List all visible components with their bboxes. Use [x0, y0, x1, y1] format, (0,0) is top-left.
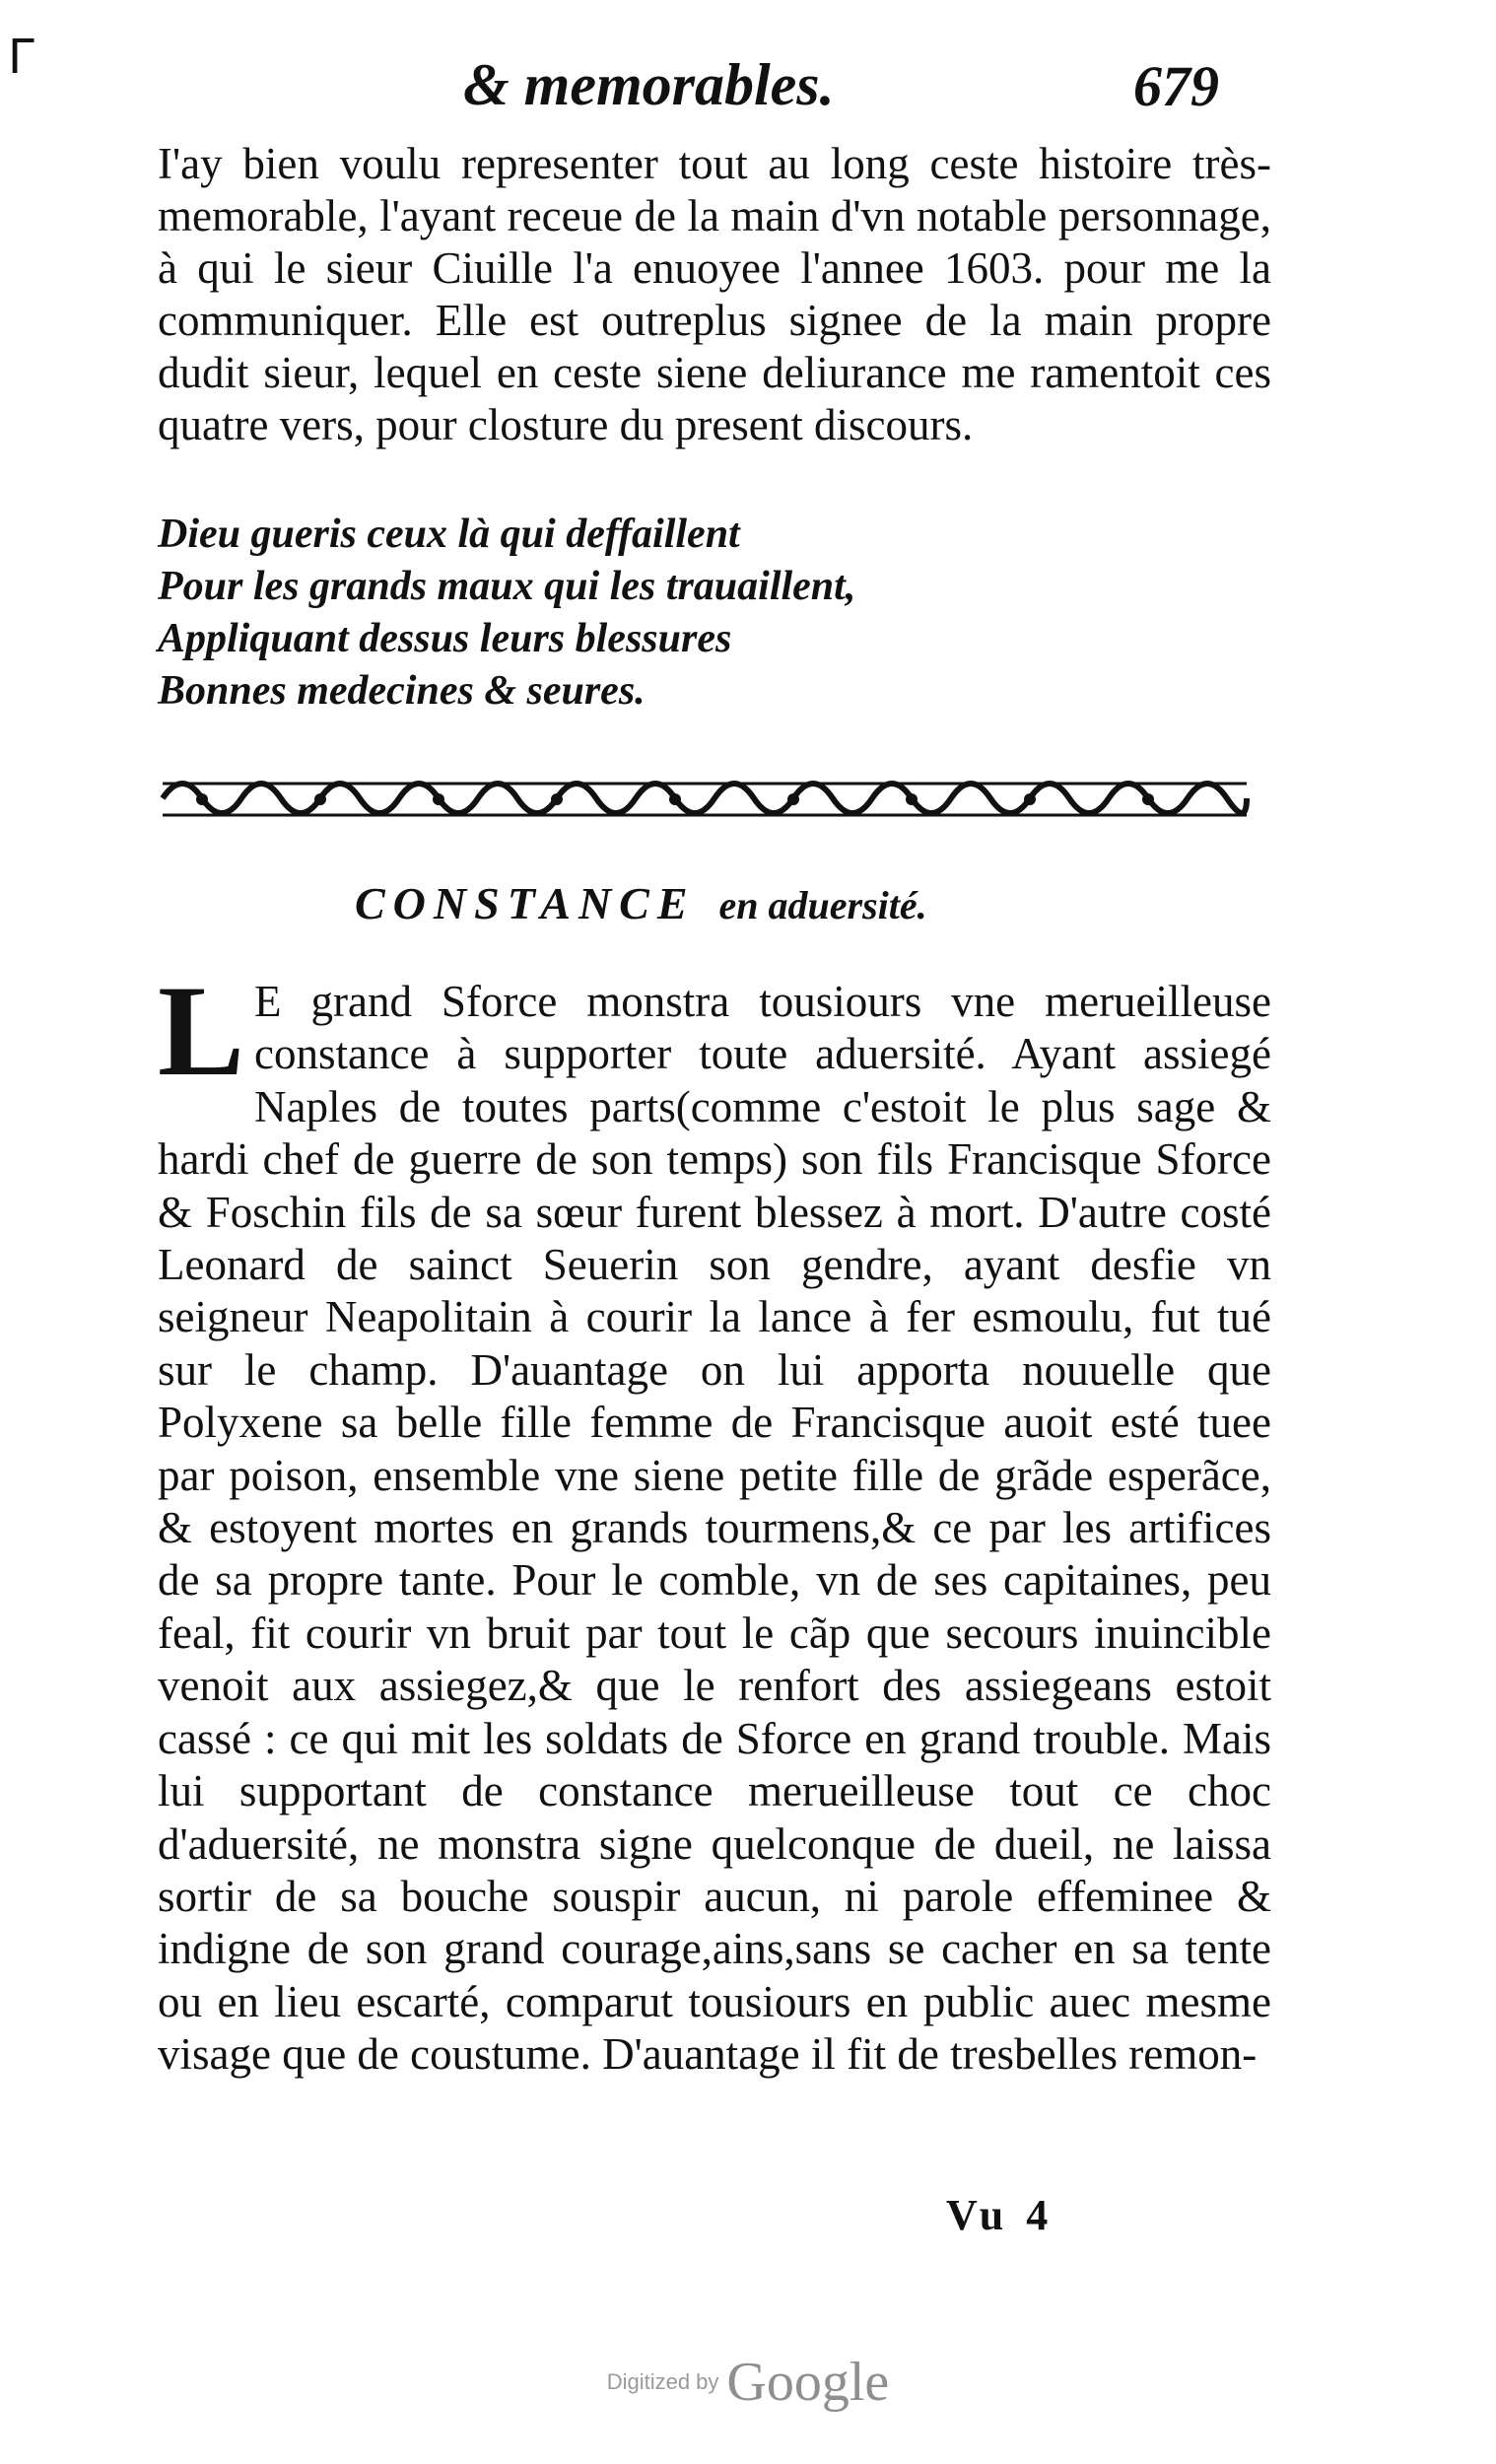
watermark-prefix: Digitized by: [606, 2369, 719, 2394]
section-title-main: CONSTANCE: [355, 878, 696, 928]
corner-mark: ᒥ: [8, 30, 34, 85]
verse-block: [158, 509, 1242, 718]
page-header: [0, 51, 1496, 140]
signature-mark: Vu 4: [946, 2191, 1054, 2239]
ornamental-divider: [158, 764, 1252, 833]
verse-line: Bonnes medecines & seures.: [158, 668, 646, 714]
watermark-brand: Google: [726, 2352, 890, 2413]
paragraph-1: I'ay bien voulu representer tout au long ceste histoire très-memorable, l'ayant receue de la main d'vn notable personnage, à qui le sieur Ciuille l'a enuoyee l'annee 1603. pour me la communiquer. Elle est outreplus signee de la main propre dudit sieur, lequel en ceste siene deliurance me ramentoit ces quatre vers, pour closture du present discours.: [158, 139, 1271, 449]
section-title-sub: en aduersité.: [718, 883, 927, 927]
page-number: 679: [1133, 54, 1219, 118]
watermark: [0, 2351, 1496, 2414]
drop-cap: L: [158, 958, 245, 1103]
paragraph-2-text: E grand Sforce monstra tousiours vne merueilleuse constance à supporter toute aduersité. Ayant assiegé Naples de toutes parts(comme c'estoit le plus sage & hardi chef de guerre de son temps) son fils Francisque Sforce & Foschin fils de sa sœur furent blessez à mort. D'autre costé Leonard de sainct Seuerin son gendre, ayant desfie vn seigneur Neapolitain à courir la lance à fer esmoulu, fut tué sur le champ. D'auantage on lui apporta nouuelle que Polyxene sa belle fille femme de Francisque auoit esté tuee par poison, ensemble vne siene petite fille de grãde esperãce, & estoyent mortes en grands tourmens,& ce par les artifices de sa propre tante. Pour le comble, vn de ses capitaines, peu feal, fit courir vn bruit par tout le cãp que secours inuincible venoit aux assiegez,& que le renfort des assiegeans estoit cassé : ce qui mit les soldats de Sforce en grand trouble. Mais lui supportant de constance merueilleuse tout ce choc d'aduersité, ne monstra signe quelconque de dueil, ne laissa sortir de sa bouche souspir aucun, ni parole effeminee & indigne de son grand courage,ains,sans se cacher en sa tente ou en lieu escarté, comparut tousiours en public auec mesme visage que de coustume. D'auantage il fit de tresbelles remon-: [158, 977, 1271, 2080]
verse-line: Dieu gueris ceux là qui deffaillent: [158, 512, 740, 557]
running-title: & memorables.: [463, 52, 835, 117]
verse-line: Pour les grands maux qui les trauaillent,: [158, 564, 856, 609]
verse-line: Appliquant dessus leurs blessures: [158, 616, 732, 661]
section-title: [355, 877, 1104, 929]
paragraph-2: [158, 958, 1271, 2082]
